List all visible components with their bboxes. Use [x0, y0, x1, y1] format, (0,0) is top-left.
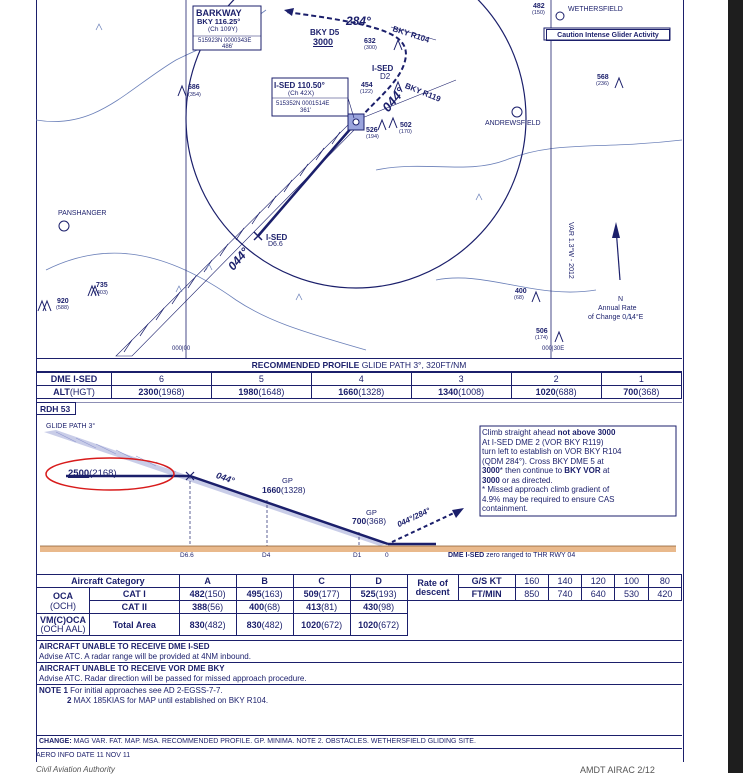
- hgt-cell: (1008): [458, 387, 485, 397]
- obstacle-hgt: (354): [188, 92, 201, 98]
- hgt-cell: (1328): [358, 387, 385, 397]
- grid-label-left: 000|00: [172, 346, 191, 352]
- och-label: (OCH): [50, 600, 76, 611]
- rdh-label: RDH 53: [36, 402, 76, 415]
- mag-var-label: VAR 1.3°W - 2012: [567, 222, 574, 279]
- gs-cell: 160: [515, 575, 548, 588]
- obstacle-elev: 454: [361, 82, 373, 89]
- missed-line: 4.9% may be required to ensure CAS: [482, 494, 615, 504]
- barkway-ch: (Ch 109Y): [208, 26, 238, 33]
- gp-label-2: GP: [366, 508, 377, 517]
- min-hgt: (98): [378, 602, 395, 612]
- obstacle-elev: 735: [96, 282, 108, 289]
- alt-cell: 1980: [238, 387, 259, 397]
- obstacle-hgt: (174): [535, 335, 548, 341]
- cat-b: B: [236, 575, 293, 588]
- gs-cell: 80: [648, 575, 681, 588]
- missed-line: Climb straight ahead: [482, 428, 558, 437]
- missed-line: At I-SED DME 2 (VOR BKY R119): [482, 437, 604, 447]
- barkway-freq: BKY 116.25°: [197, 17, 241, 26]
- missed-approach-text: [482, 428, 676, 514]
- profile-title: RECOMMENDED PROFILE: [251, 360, 360, 370]
- start-alt: 2500: [68, 468, 90, 479]
- min-val: 400: [249, 602, 265, 612]
- dme-zero-text: zero ranged to THR RWY 04: [484, 552, 576, 559]
- min-val: 830: [189, 619, 205, 630]
- change-text: MAG VAR. FAT. MAP. MSA. RECOMMENDED PROFILE. GP. MINIMA. NOTE 2. OBSTACLES. WETHERSFIELD GLIDING SITE.: [71, 738, 476, 745]
- rate-label-2: descent: [415, 586, 450, 597]
- min-val: 509: [303, 589, 319, 599]
- min-hgt: (68): [264, 602, 281, 612]
- obstacle-hgt: (236): [596, 81, 609, 87]
- hgt-cell: (368): [638, 387, 660, 397]
- river-line: [46, 253, 366, 350]
- wethersfield-symbol: [556, 12, 564, 20]
- barkway-name: BARKWAY: [196, 8, 242, 18]
- fm-label: FT/MIN: [458, 588, 515, 601]
- obstacle-hgt: (122): [360, 89, 373, 95]
- gp2-hgt: (368): [366, 516, 387, 526]
- barkway-coords: 515923N 0000343E: [198, 38, 252, 44]
- alt-label: ALT: [53, 387, 70, 397]
- obstacle-hgt: (150): [532, 10, 545, 16]
- obstacle-elev: 920: [57, 298, 69, 305]
- barkway-elev: 486': [222, 44, 234, 50]
- min-hgt: (672): [321, 619, 343, 630]
- min-hgt: (163): [261, 589, 283, 599]
- andrewsfield-symbol: [512, 107, 522, 117]
- d4-label: D4: [262, 552, 271, 559]
- cat-a: A: [179, 575, 236, 588]
- ised-dme-symbol: [353, 119, 359, 125]
- profile-table: [36, 358, 682, 399]
- obstacle-hgt: (403): [95, 290, 108, 296]
- min-val: 413: [306, 602, 322, 612]
- arrow-head: [284, 8, 294, 16]
- d1-label: D1: [353, 552, 362, 559]
- hgt-cell: (1648): [258, 387, 285, 397]
- obstacle-elev: 506: [536, 328, 548, 335]
- gp2-alt: 700: [352, 516, 367, 526]
- obstacle-hgt: (194): [366, 134, 379, 140]
- alt-cell: 700: [623, 387, 639, 397]
- obstacle-elev: 686: [188, 84, 200, 91]
- dme-cell: 5: [211, 373, 311, 386]
- heading-284: 284°: [346, 14, 371, 28]
- fm-cell: 530: [615, 588, 648, 601]
- obstacle-elev: 632: [364, 38, 376, 45]
- missed-line: * Missed approach climb gradient of: [482, 485, 610, 494]
- dme-cell: 4: [311, 373, 411, 386]
- aero-info-date: AERO INFO DATE 11 NOV 11: [36, 752, 131, 759]
- footer-left: Civil Aviation Authority: [36, 765, 115, 774]
- note-text: Advise ATC. A radar range will be provided at 4NM inbound.: [39, 651, 251, 661]
- heading-044-map-b: 044°: [225, 244, 252, 274]
- fm-cell: 420: [648, 588, 681, 601]
- missed-line: 3000: [482, 475, 500, 485]
- min-val: 830: [246, 619, 262, 630]
- panshanger-symbol: [59, 221, 69, 231]
- dme-zero-label: DME I-SED: [448, 552, 485, 559]
- note-title: AIRCRAFT UNABLE TO RECEIVE DME I-SED: [39, 642, 210, 651]
- min-hgt: (482): [261, 619, 283, 630]
- rate-change-label: of Change 0.14°E: [588, 314, 644, 321]
- min-hgt: (482): [204, 619, 226, 630]
- min-val: 430: [363, 602, 379, 612]
- note-text: Advise ATC. Radar direction will be passed for missed approach procedure.: [39, 673, 307, 683]
- dme-cell: 1: [601, 373, 681, 386]
- profile-subtitle: GLIDE PATH 3°, 320FT/NM: [359, 360, 467, 370]
- heading-044-map-a: 044°: [379, 84, 408, 115]
- panshanger-label: PANSHANGER: [58, 210, 107, 217]
- obstacle-elev: 502: [400, 122, 412, 129]
- min-hgt: (56): [207, 602, 224, 612]
- ised-ch: (Ch 42X): [288, 90, 315, 97]
- gp1-alt: 1660: [262, 485, 281, 495]
- min-val: 1020: [301, 619, 322, 630]
- missed-heading: 044°/284°: [395, 505, 432, 530]
- note-title: AIRCRAFT UNABLE TO RECEIVE VOR DME BKY: [39, 664, 225, 673]
- radial-r119-label: BKY R119: [403, 81, 442, 104]
- note2-text: MAX 185KIAS for MAP until established on BKY R104.: [71, 695, 269, 705]
- cat-c: C: [293, 575, 350, 588]
- note1-text: For initial approaches see AD 2-EGSS-7-7.: [67, 686, 223, 695]
- missed-line: (QDM 284°). Cross BKY DME 5 at: [482, 456, 604, 466]
- cat2-label: CAT II: [90, 601, 180, 614]
- missed-line: turn left to establish on VOR BKY R104: [482, 447, 622, 456]
- oca-label: OCA: [53, 590, 73, 601]
- gp-label-1: GP: [282, 476, 293, 485]
- note2-label: 2: [67, 695, 72, 705]
- missed-line: or as directed.: [499, 475, 553, 485]
- change-label: CHANGE:: [39, 738, 72, 745]
- missed-line: * then continue to: [499, 466, 565, 475]
- grid-label-right: 000|30E: [542, 346, 565, 352]
- obstacle-hgt: (68): [514, 295, 524, 301]
- bky-d5-label: BKY D5: [310, 28, 340, 37]
- alt-cell: 1340: [438, 387, 459, 397]
- ised-d2-dist: D2: [380, 72, 391, 81]
- plan-view-map: [36, 0, 682, 358]
- rate-label-1: Rate of: [417, 577, 448, 588]
- note1-label: NOTE 1: [39, 686, 68, 695]
- obstacle-elev: 482: [533, 3, 545, 10]
- vm-label: VM(C)OCA: [40, 614, 86, 625]
- radial-r104-label: BKY R104: [391, 24, 431, 45]
- andrewsfield-label: ANDREWSFIELD: [485, 120, 541, 127]
- annual-rate-label: Annual Rate: [598, 305, 637, 312]
- notes-section: [36, 640, 682, 749]
- min-hgt: (81): [321, 602, 338, 612]
- obstacle-elev: 526: [366, 127, 378, 134]
- alt-cell: 2300: [138, 387, 159, 397]
- fm-cell: 640: [582, 588, 615, 601]
- min-hgt: (193): [375, 589, 397, 599]
- right-margin-bar: [728, 0, 743, 773]
- dme-label: DME I-SED: [37, 373, 112, 386]
- final-approach-track: [258, 127, 352, 236]
- hgt-label: (HGT): [69, 387, 95, 397]
- min-val: 495: [246, 589, 262, 599]
- profile-line: [66, 476, 388, 544]
- missed-line: not above 3000: [557, 428, 616, 437]
- hgt-cell: (1968): [158, 387, 185, 397]
- min-val: 525: [360, 589, 376, 599]
- ised-name: I-SED 110.50°: [274, 81, 325, 90]
- obstacle-elev: 400: [515, 288, 527, 295]
- missed-line: at: [600, 466, 610, 475]
- min-hgt: (672): [378, 619, 400, 630]
- missed-line: BKY VOR: [564, 466, 601, 475]
- category-header: Aircraft Category: [37, 575, 180, 588]
- vm-sub-label: (OCH AAL): [40, 623, 86, 634]
- obstacle-hgt: (170): [399, 129, 412, 135]
- zero-label: 0: [385, 552, 389, 559]
- obstacle-hgt: (588): [56, 305, 69, 311]
- min-val: 482: [189, 589, 205, 599]
- obstacle-hgt: (300): [364, 45, 377, 51]
- dme-cell: 3: [411, 373, 511, 386]
- north-label: N: [618, 296, 624, 303]
- gs-cell: 100: [615, 575, 648, 588]
- caution-text: Caution Intense Glider Activity: [546, 29, 670, 41]
- d66-label: D6.6: [180, 552, 194, 559]
- gp1-hgt: (1328): [280, 485, 306, 495]
- cat-d: D: [350, 575, 407, 588]
- min-hgt: (150): [204, 589, 226, 599]
- minima-table: [36, 574, 682, 636]
- fm-cell: 740: [548, 588, 581, 601]
- min-val: 388: [192, 602, 208, 612]
- gs-label: G/S KT: [458, 575, 515, 588]
- profile-heading-044: 044°: [214, 470, 236, 486]
- bky-d5-alt: 3000: [313, 37, 334, 47]
- gs-cell: 140: [548, 575, 581, 588]
- alt-cell: 1020: [535, 387, 556, 397]
- ised-d66-dist: D6.6: [268, 241, 283, 248]
- wethersfield-label: WETHERSFIELD: [568, 6, 623, 13]
- ised-d66-label: I-SED: [266, 233, 288, 242]
- ised-d2-label: I-SED: [372, 64, 394, 73]
- dme-cell: 6: [112, 373, 212, 386]
- total-area-label: Total Area: [90, 614, 180, 636]
- obstacle-elev: 568: [597, 74, 609, 81]
- river-line: [376, 140, 682, 170]
- min-val: 1020: [358, 619, 379, 630]
- dme-cell: 2: [511, 373, 601, 386]
- min-hgt: (177): [318, 589, 340, 599]
- fm-cell: 850: [515, 588, 548, 601]
- hgt-cell: (688): [555, 387, 577, 397]
- gs-cell: 120: [582, 575, 615, 588]
- ised-coords: 515352N 0001514E: [276, 101, 330, 107]
- cat1-label: CAT I: [90, 588, 180, 601]
- start-hgt: (2168): [89, 468, 117, 479]
- glide-path-label: GLIDE PATH 3°: [46, 423, 96, 430]
- footer-right: AMDT AIRAC 2/12: [580, 765, 655, 775]
- alt-cell: 1660: [338, 387, 359, 397]
- missed-line: containment.: [482, 504, 528, 513]
- ised-elev: 361': [300, 108, 312, 114]
- missed-line: 3000: [482, 466, 500, 475]
